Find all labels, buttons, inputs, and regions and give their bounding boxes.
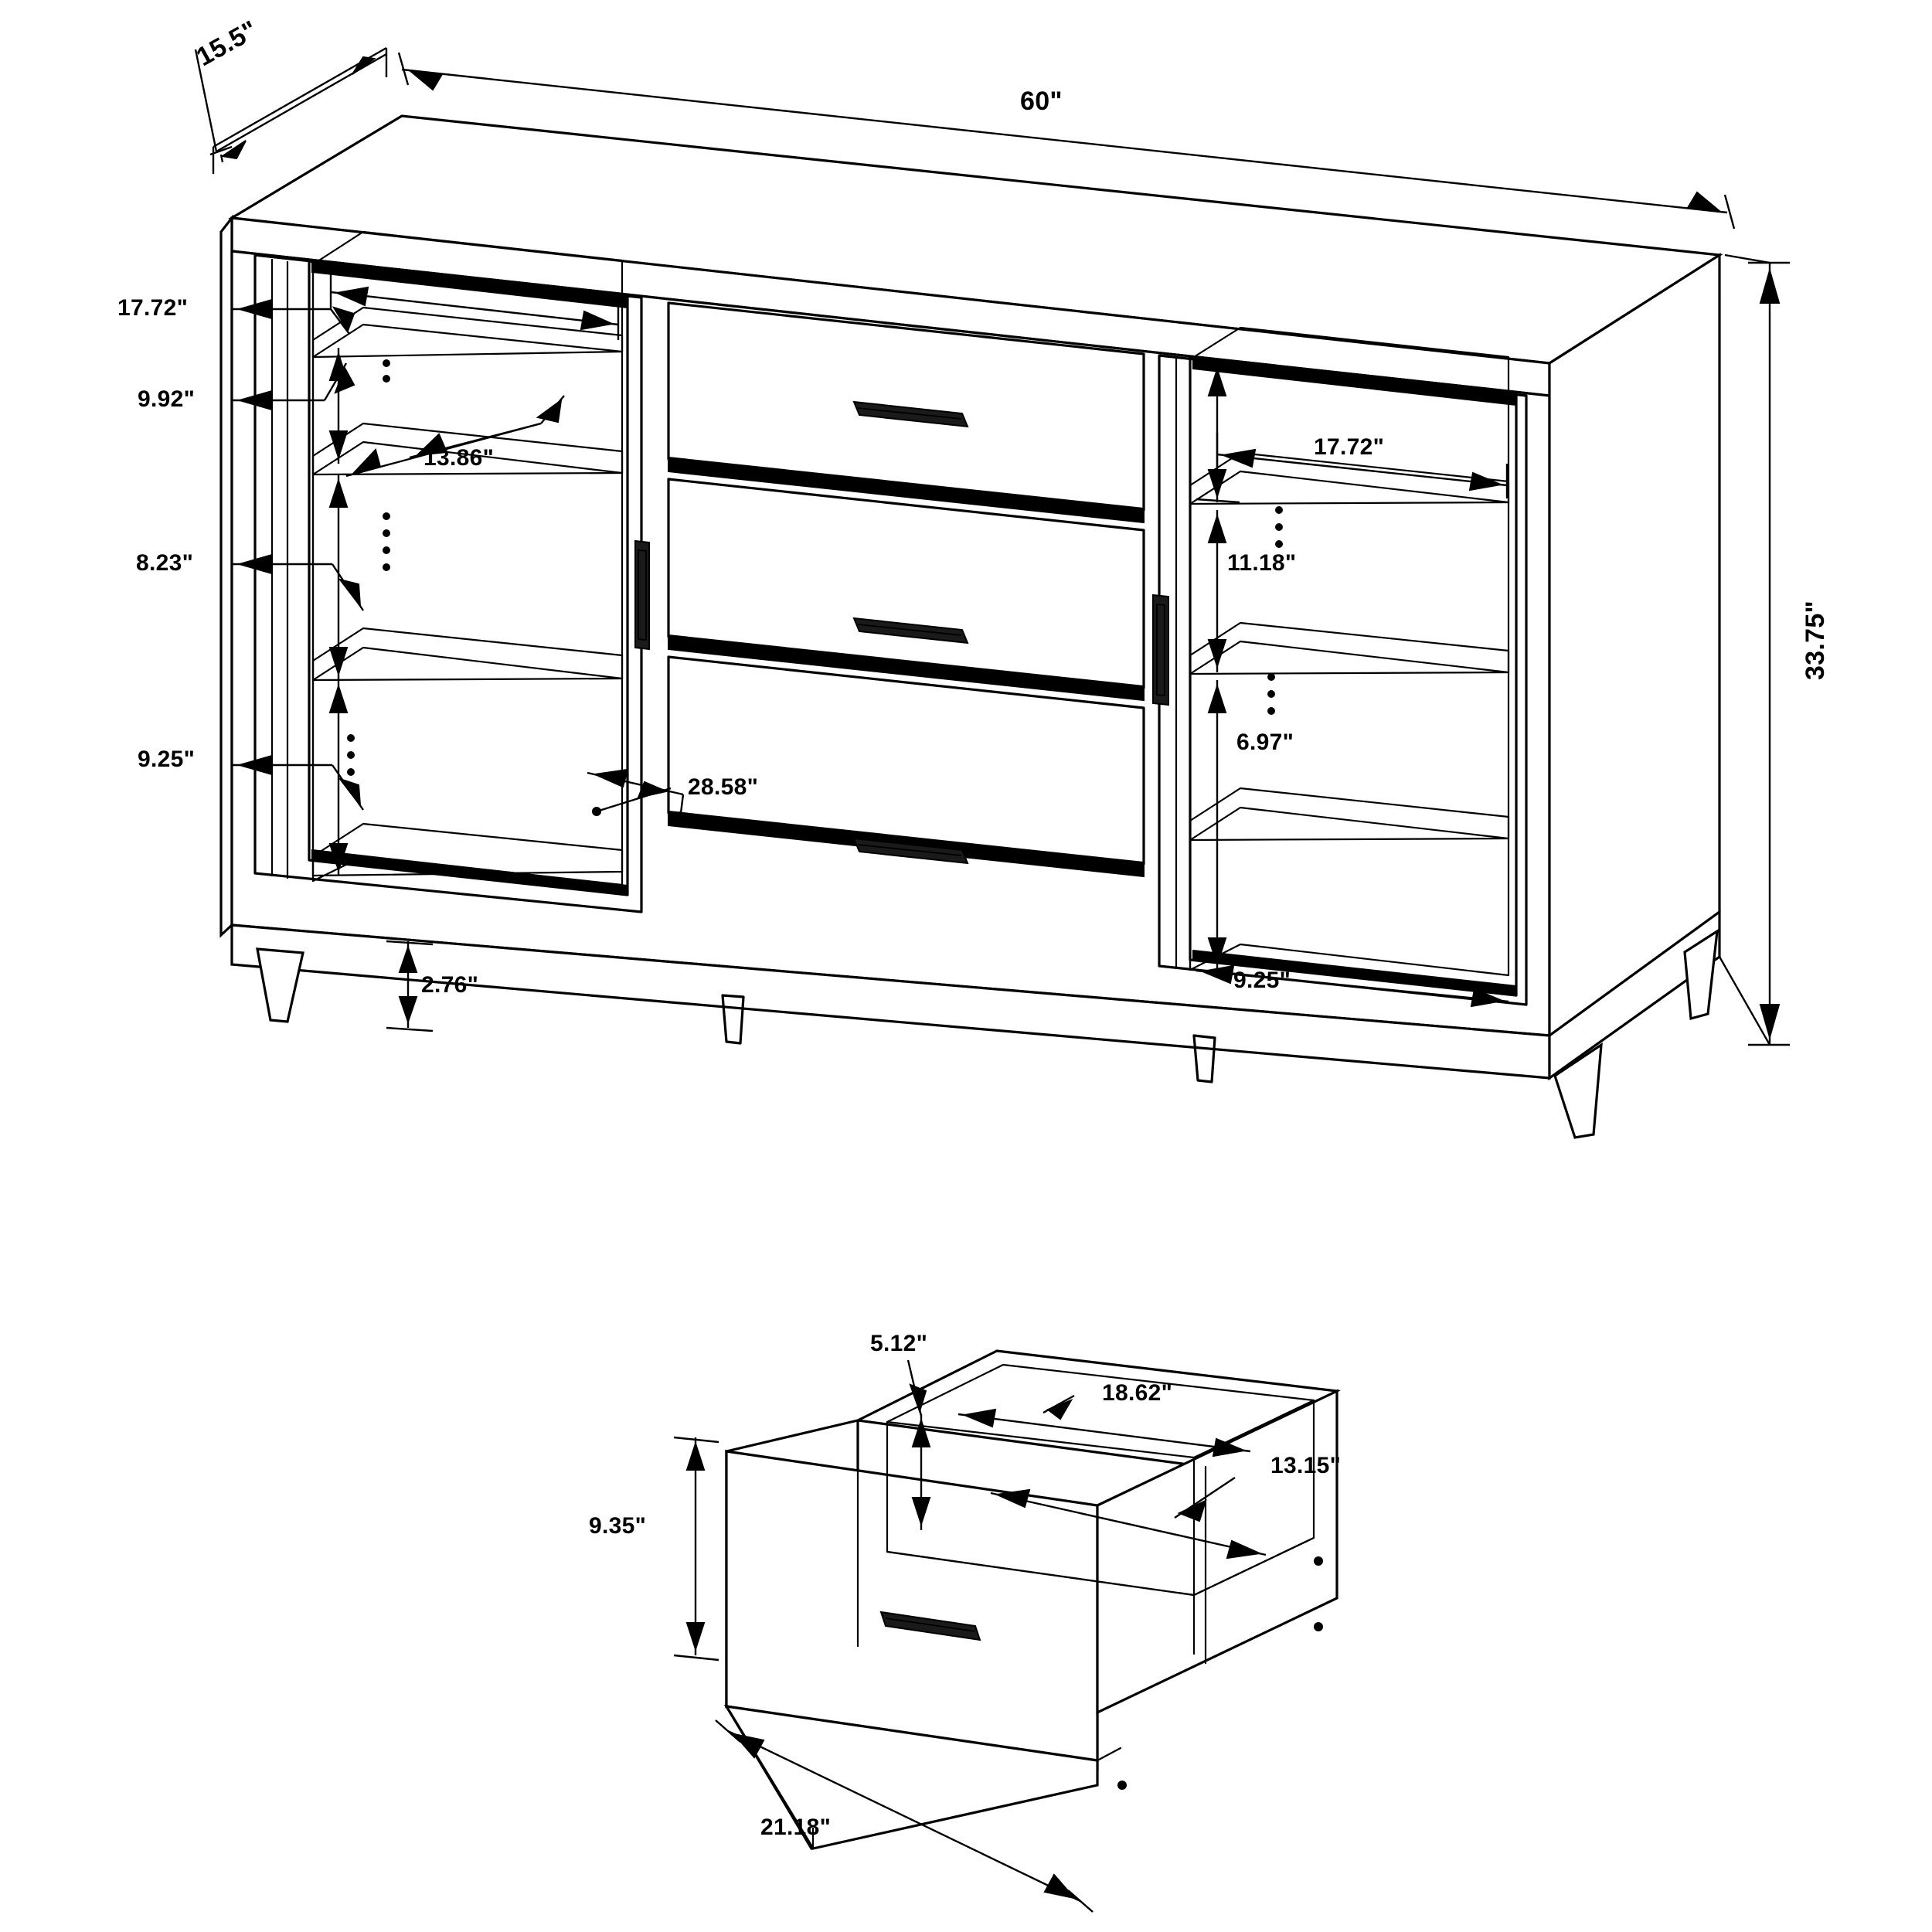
dimension-label-drawer-inner-width: 18.62" bbox=[1102, 1380, 1173, 1406]
dimension-label-drawer-front-height: 9.35" bbox=[589, 1513, 647, 1539]
dimension-label-left-mid-shelf-height: 8.23" bbox=[136, 550, 194, 576]
dimension-label-toe-kick-height: 2.76" bbox=[421, 972, 479, 998]
dimension-label-drawer-side-height: 5.12" bbox=[870, 1331, 928, 1356]
dimension-label-right-top-shelf-width: 17.72" bbox=[1314, 434, 1385, 460]
dimension-label-left-bottom-shelf-height: 9.25" bbox=[138, 747, 196, 772]
dimension-label-height: 33.75" bbox=[1801, 600, 1830, 680]
dimension-label-left-top-shelf-width: 17.72" bbox=[117, 295, 189, 321]
cabinet-body bbox=[221, 116, 1719, 1078]
dimension-label-left-top-shelf-height: 9.92" bbox=[138, 386, 196, 412]
dimension-label-right-bottom-shelf-height: 9.25" bbox=[1233, 968, 1291, 993]
dimension-label-center-drawer-width: 28.58" bbox=[688, 774, 759, 800]
dimension-label-drawer-inner-depth: 13.15" bbox=[1270, 1453, 1342, 1478]
dimension-label-depth: 15.5" bbox=[192, 15, 263, 73]
dimension-label-drawer-front-width: 21.18" bbox=[760, 1815, 832, 1840]
dimension-label-right-mid-shelf-height: 6.97" bbox=[1236, 730, 1294, 755]
dimension-label-width: 60" bbox=[1020, 87, 1063, 116]
dimension-label-left-shelf-depth: 13.86" bbox=[423, 445, 495, 471]
dimension-label-right-top-shelf-height: 11.18" bbox=[1227, 550, 1297, 576]
